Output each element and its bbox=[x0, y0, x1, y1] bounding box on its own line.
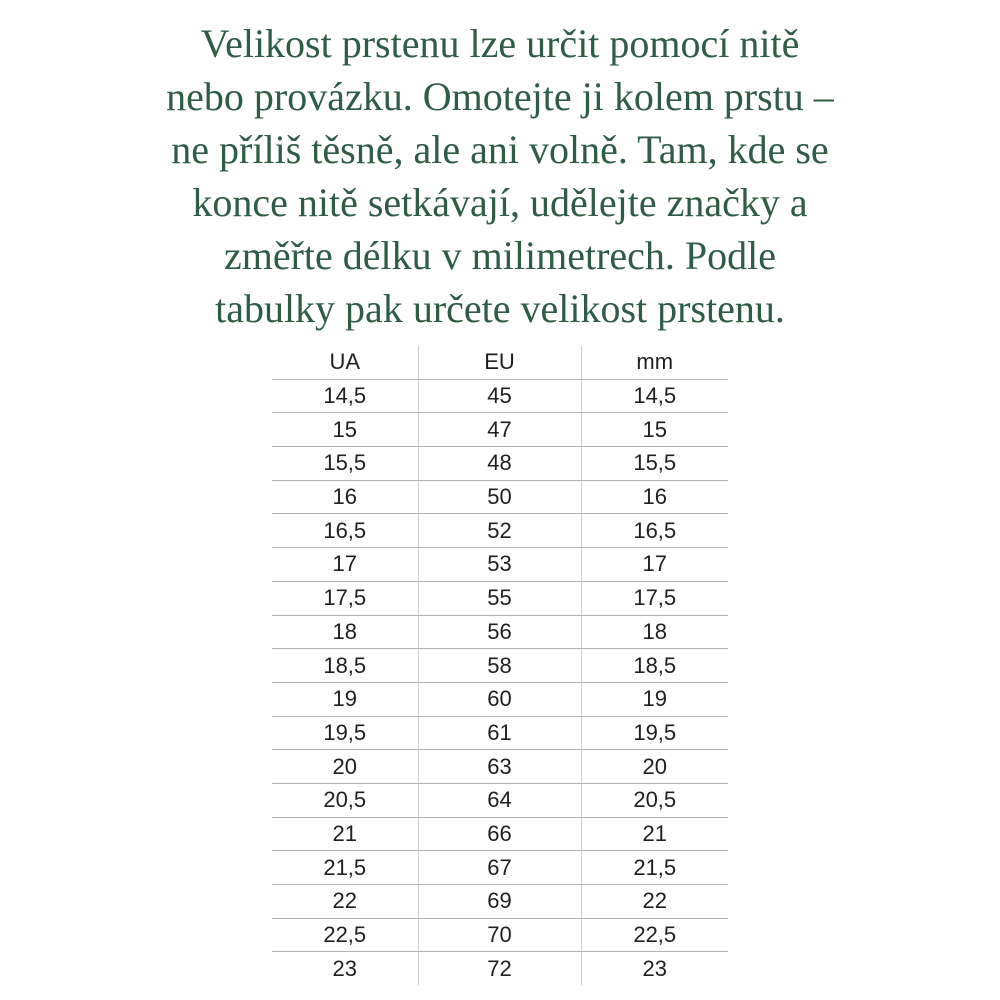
table-cell: 58 bbox=[418, 649, 581, 683]
table-cell: 21,5 bbox=[272, 851, 418, 885]
table-cell: 19,5 bbox=[272, 716, 418, 750]
table-header-row bbox=[272, 346, 728, 379]
intro-paragraph bbox=[70, 0, 930, 335]
table-cell: 20 bbox=[272, 750, 418, 784]
table-cell: 18,5 bbox=[581, 649, 728, 683]
table-cell: 20,5 bbox=[272, 783, 418, 817]
table-cell: 56 bbox=[418, 615, 581, 649]
table-cell: 47 bbox=[418, 413, 581, 447]
table-cell: 67 bbox=[418, 851, 581, 885]
table-row bbox=[272, 783, 728, 817]
table-cell: 15,5 bbox=[272, 447, 418, 481]
table-row bbox=[272, 885, 728, 919]
table-cell: 45 bbox=[418, 379, 581, 413]
table-row bbox=[272, 447, 728, 481]
table-cell: 66 bbox=[418, 817, 581, 851]
table-row bbox=[272, 413, 728, 447]
table-cell: 72 bbox=[418, 952, 581, 985]
table-cell: 63 bbox=[418, 750, 581, 784]
table-row bbox=[272, 548, 728, 582]
table-row bbox=[272, 615, 728, 649]
table-cell: 17,5 bbox=[581, 581, 728, 615]
table-cell: 70 bbox=[418, 918, 581, 952]
intro-line: ne příliš těsně, ale ani volně. Tam, kde se bbox=[171, 127, 829, 172]
table-cell: 69 bbox=[418, 885, 581, 919]
table-row bbox=[272, 514, 728, 548]
table-cell: 53 bbox=[418, 548, 581, 582]
table-cell: 20 bbox=[581, 750, 728, 784]
column-header-eu: EU bbox=[418, 346, 581, 379]
intro-line: změřte délku v milimetrech. Podle bbox=[223, 233, 777, 278]
table-row bbox=[272, 716, 728, 750]
table-cell: 61 bbox=[418, 716, 581, 750]
table-cell: 22 bbox=[581, 885, 728, 919]
ring-size-table bbox=[272, 346, 728, 985]
table-cell: 21 bbox=[581, 817, 728, 851]
table-cell: 64 bbox=[418, 783, 581, 817]
table-cell: 15 bbox=[581, 413, 728, 447]
table-cell: 48 bbox=[418, 447, 581, 481]
table-row bbox=[272, 851, 728, 885]
table-cell: 22,5 bbox=[272, 918, 418, 952]
table-cell: 17 bbox=[272, 548, 418, 582]
table-row bbox=[272, 581, 728, 615]
table-cell: 23 bbox=[332, 955, 357, 981]
table-cell: 21,5 bbox=[581, 851, 728, 885]
table-cell: 15,5 bbox=[581, 447, 728, 481]
table-cell: 19 bbox=[581, 682, 728, 716]
table-row bbox=[272, 817, 728, 851]
table-cell: 16,5 bbox=[581, 514, 728, 548]
table-cell: 20,5 bbox=[581, 783, 728, 817]
table-cell: 16 bbox=[272, 480, 418, 514]
table-cell: 23 bbox=[581, 952, 728, 985]
intro-line: Velikost prstenu lze určit pomocí nitě bbox=[200, 21, 800, 66]
table-cell: 17 bbox=[581, 548, 728, 582]
column-header-ua: UA bbox=[272, 346, 418, 379]
table-cell: 16,5 bbox=[272, 514, 418, 548]
table-cell: 18 bbox=[581, 615, 728, 649]
table-cell: 60 bbox=[418, 682, 581, 716]
table-cell: 19,5 bbox=[581, 716, 728, 750]
table-cell: 18,5 bbox=[272, 649, 418, 683]
table-cell: 22 bbox=[272, 885, 418, 919]
table-row bbox=[272, 682, 728, 716]
column-header-mm: mm bbox=[581, 346, 728, 379]
table-row bbox=[272, 379, 728, 413]
table-cell: 14,5 bbox=[581, 379, 728, 413]
table-row bbox=[272, 750, 728, 784]
table-cell: 50 bbox=[418, 480, 581, 514]
table-cell: 17,5 bbox=[272, 581, 418, 615]
table-cell: 52 bbox=[418, 514, 581, 548]
table-cell: 19 bbox=[272, 682, 418, 716]
intro-line: nebo provázku. Omotejte ji kolem prstu – bbox=[166, 74, 834, 119]
intro-line: tabulky pak určete velikost prstenu. bbox=[215, 286, 785, 331]
table-cell: 18 bbox=[272, 615, 418, 649]
intro-line: konce nitě setkávají, udělejte značky a bbox=[192, 180, 808, 225]
table-body bbox=[272, 379, 728, 985]
table-cell: 16 bbox=[581, 480, 728, 514]
table-cell: 55 bbox=[418, 581, 581, 615]
table-row bbox=[272, 480, 728, 514]
table-cell: 21 bbox=[272, 817, 418, 851]
table-row bbox=[272, 649, 728, 683]
table-cell: 15 bbox=[272, 413, 418, 447]
table-cell: 14,5 bbox=[272, 379, 418, 413]
table-cell: 22,5 bbox=[581, 918, 728, 952]
table-row bbox=[272, 918, 728, 952]
table-row bbox=[272, 952, 728, 985]
